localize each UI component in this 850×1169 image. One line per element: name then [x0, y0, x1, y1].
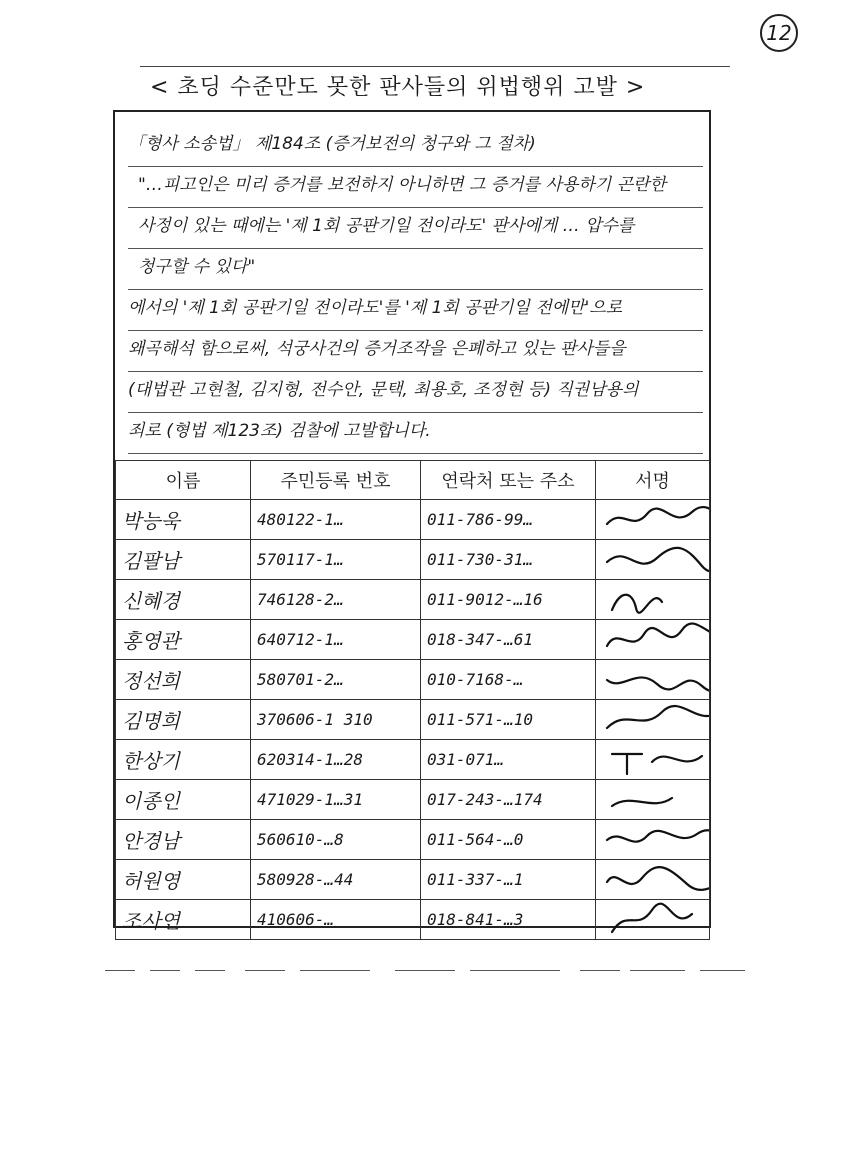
table-row: [116, 860, 710, 900]
signer-contact: 011-786-99…: [421, 500, 596, 540]
signer-name: 이종인: [116, 780, 251, 820]
header-signature: 서명: [596, 461, 710, 500]
table-row: [116, 660, 710, 700]
table-row: [116, 500, 710, 540]
table-row: [116, 820, 710, 860]
header-rrn: 주민등록 번호: [251, 461, 421, 500]
signer-signature: [596, 660, 710, 700]
signer-contact: 031-071…: [421, 740, 596, 780]
handwritten-signature: [602, 822, 710, 858]
table-row: [116, 580, 710, 620]
signer-contact: 011-730-31…: [421, 540, 596, 580]
signer-signature: [596, 820, 710, 860]
table-row: [116, 620, 710, 660]
signer-signature: [596, 620, 710, 660]
table-row: [116, 780, 710, 820]
signer-contact: 011-564-…0: [421, 820, 596, 860]
signer-name: 김팔남: [116, 540, 251, 580]
signer-rrn: 480122-1…: [251, 500, 421, 540]
table-row: [116, 700, 710, 740]
signer-contact: 017-243-…174: [421, 780, 596, 820]
text-line: 죄로 (형법 제123조) 검찰에 고발합니다.: [128, 413, 703, 454]
header-name: 이름: [116, 461, 251, 500]
signer-rrn: 620314-1…28: [251, 740, 421, 780]
text-line: (대법관 고현철, 김지형, 전수안, 문택, 최용호, 조정현 등) 직권남용의: [128, 372, 703, 413]
page-number: 12: [760, 14, 798, 52]
signer-rrn: 746128-2…: [251, 580, 421, 620]
signer-contact: 011-571-…10: [421, 700, 596, 740]
handwritten-signature: [602, 782, 710, 818]
signer-name: 박능욱: [116, 500, 251, 540]
signer-rrn: 471029-1…31: [251, 780, 421, 820]
signer-signature: [596, 860, 710, 900]
signer-rrn: 410606-…: [251, 900, 421, 940]
signer-name: 정선희: [116, 660, 251, 700]
signer-signature: [596, 540, 710, 580]
signer-signature: [596, 740, 710, 780]
signer-name: 김명희: [116, 700, 251, 740]
signer-rrn: 580701-2…: [251, 660, 421, 700]
handwritten-signature: [602, 662, 710, 698]
signer-contact: 018-347-…61: [421, 620, 596, 660]
signer-signature: [596, 580, 710, 620]
signer-name: 안경남: [116, 820, 251, 860]
signer-contact: 011-9012-…16: [421, 580, 596, 620]
signer-rrn: 560610-…8: [251, 820, 421, 860]
signer-rrn: 580928-…44: [251, 860, 421, 900]
text-line: 청구할 수 있다": [128, 249, 703, 290]
signer-signature: [596, 900, 710, 940]
signer-name: 허원영: [116, 860, 251, 900]
handwritten-signature: [602, 742, 710, 778]
handwritten-signature: [602, 862, 710, 898]
text-line: 에서의 '제 1회 공판기일 전이라도'를 '제 1회 공판기일 전에만'으로: [128, 290, 703, 331]
bottom-rules: [105, 970, 745, 972]
signer-contact: 010-7168-…: [421, 660, 596, 700]
signer-contact: 011-337-…1: [421, 860, 596, 900]
signer-name: 신혜경: [116, 580, 251, 620]
signer-rrn: 640712-1…: [251, 620, 421, 660]
header-contact: 연락처 또는 주소: [421, 461, 596, 500]
signature-rows: [116, 500, 710, 940]
signer-contact: 018-841-…3: [421, 900, 596, 940]
handwritten-signature: [602, 702, 710, 738]
text-line: 「형사 소송법」 제184조 (증거보전의 청구와 그 절차): [128, 126, 703, 167]
table-row: [116, 540, 710, 580]
complaint-text: [128, 126, 703, 454]
signer-signature: [596, 500, 710, 540]
table-row: [116, 900, 710, 940]
handwritten-signature: [602, 622, 710, 658]
handwritten-signature: [602, 582, 710, 618]
title-rule: [140, 66, 730, 67]
text-line: 사정이 있는 때에는 '제 1회 공판기일 전이라도' 판사에게 … 압수를: [128, 208, 703, 249]
handwritten-signature: [602, 502, 710, 538]
document-title: < 초딩 수준만도 못한 판사들의 위법행위 고발 >: [150, 75, 646, 100]
table-row: [116, 740, 710, 780]
signature-table: [115, 460, 710, 940]
signer-name: 한상기: [116, 740, 251, 780]
handwritten-signature: [602, 902, 710, 938]
signer-signature: [596, 700, 710, 740]
signer-rrn: 570117-1…: [251, 540, 421, 580]
text-line: 왜곡해석 함으로써, 석궁사건의 증거조작을 은폐하고 있는 판사들을: [128, 331, 703, 372]
text-line: "…피고인은 미리 증거를 보전하지 아니하면 그 증거를 사용하기 곤란한: [128, 167, 703, 208]
signer-name: 조사연: [116, 900, 251, 940]
handwritten-signature: [602, 542, 710, 578]
table-header-row: [116, 461, 710, 500]
signer-rrn: 370606-1 310: [251, 700, 421, 740]
signer-signature: [596, 780, 710, 820]
signer-name: 홍영관: [116, 620, 251, 660]
